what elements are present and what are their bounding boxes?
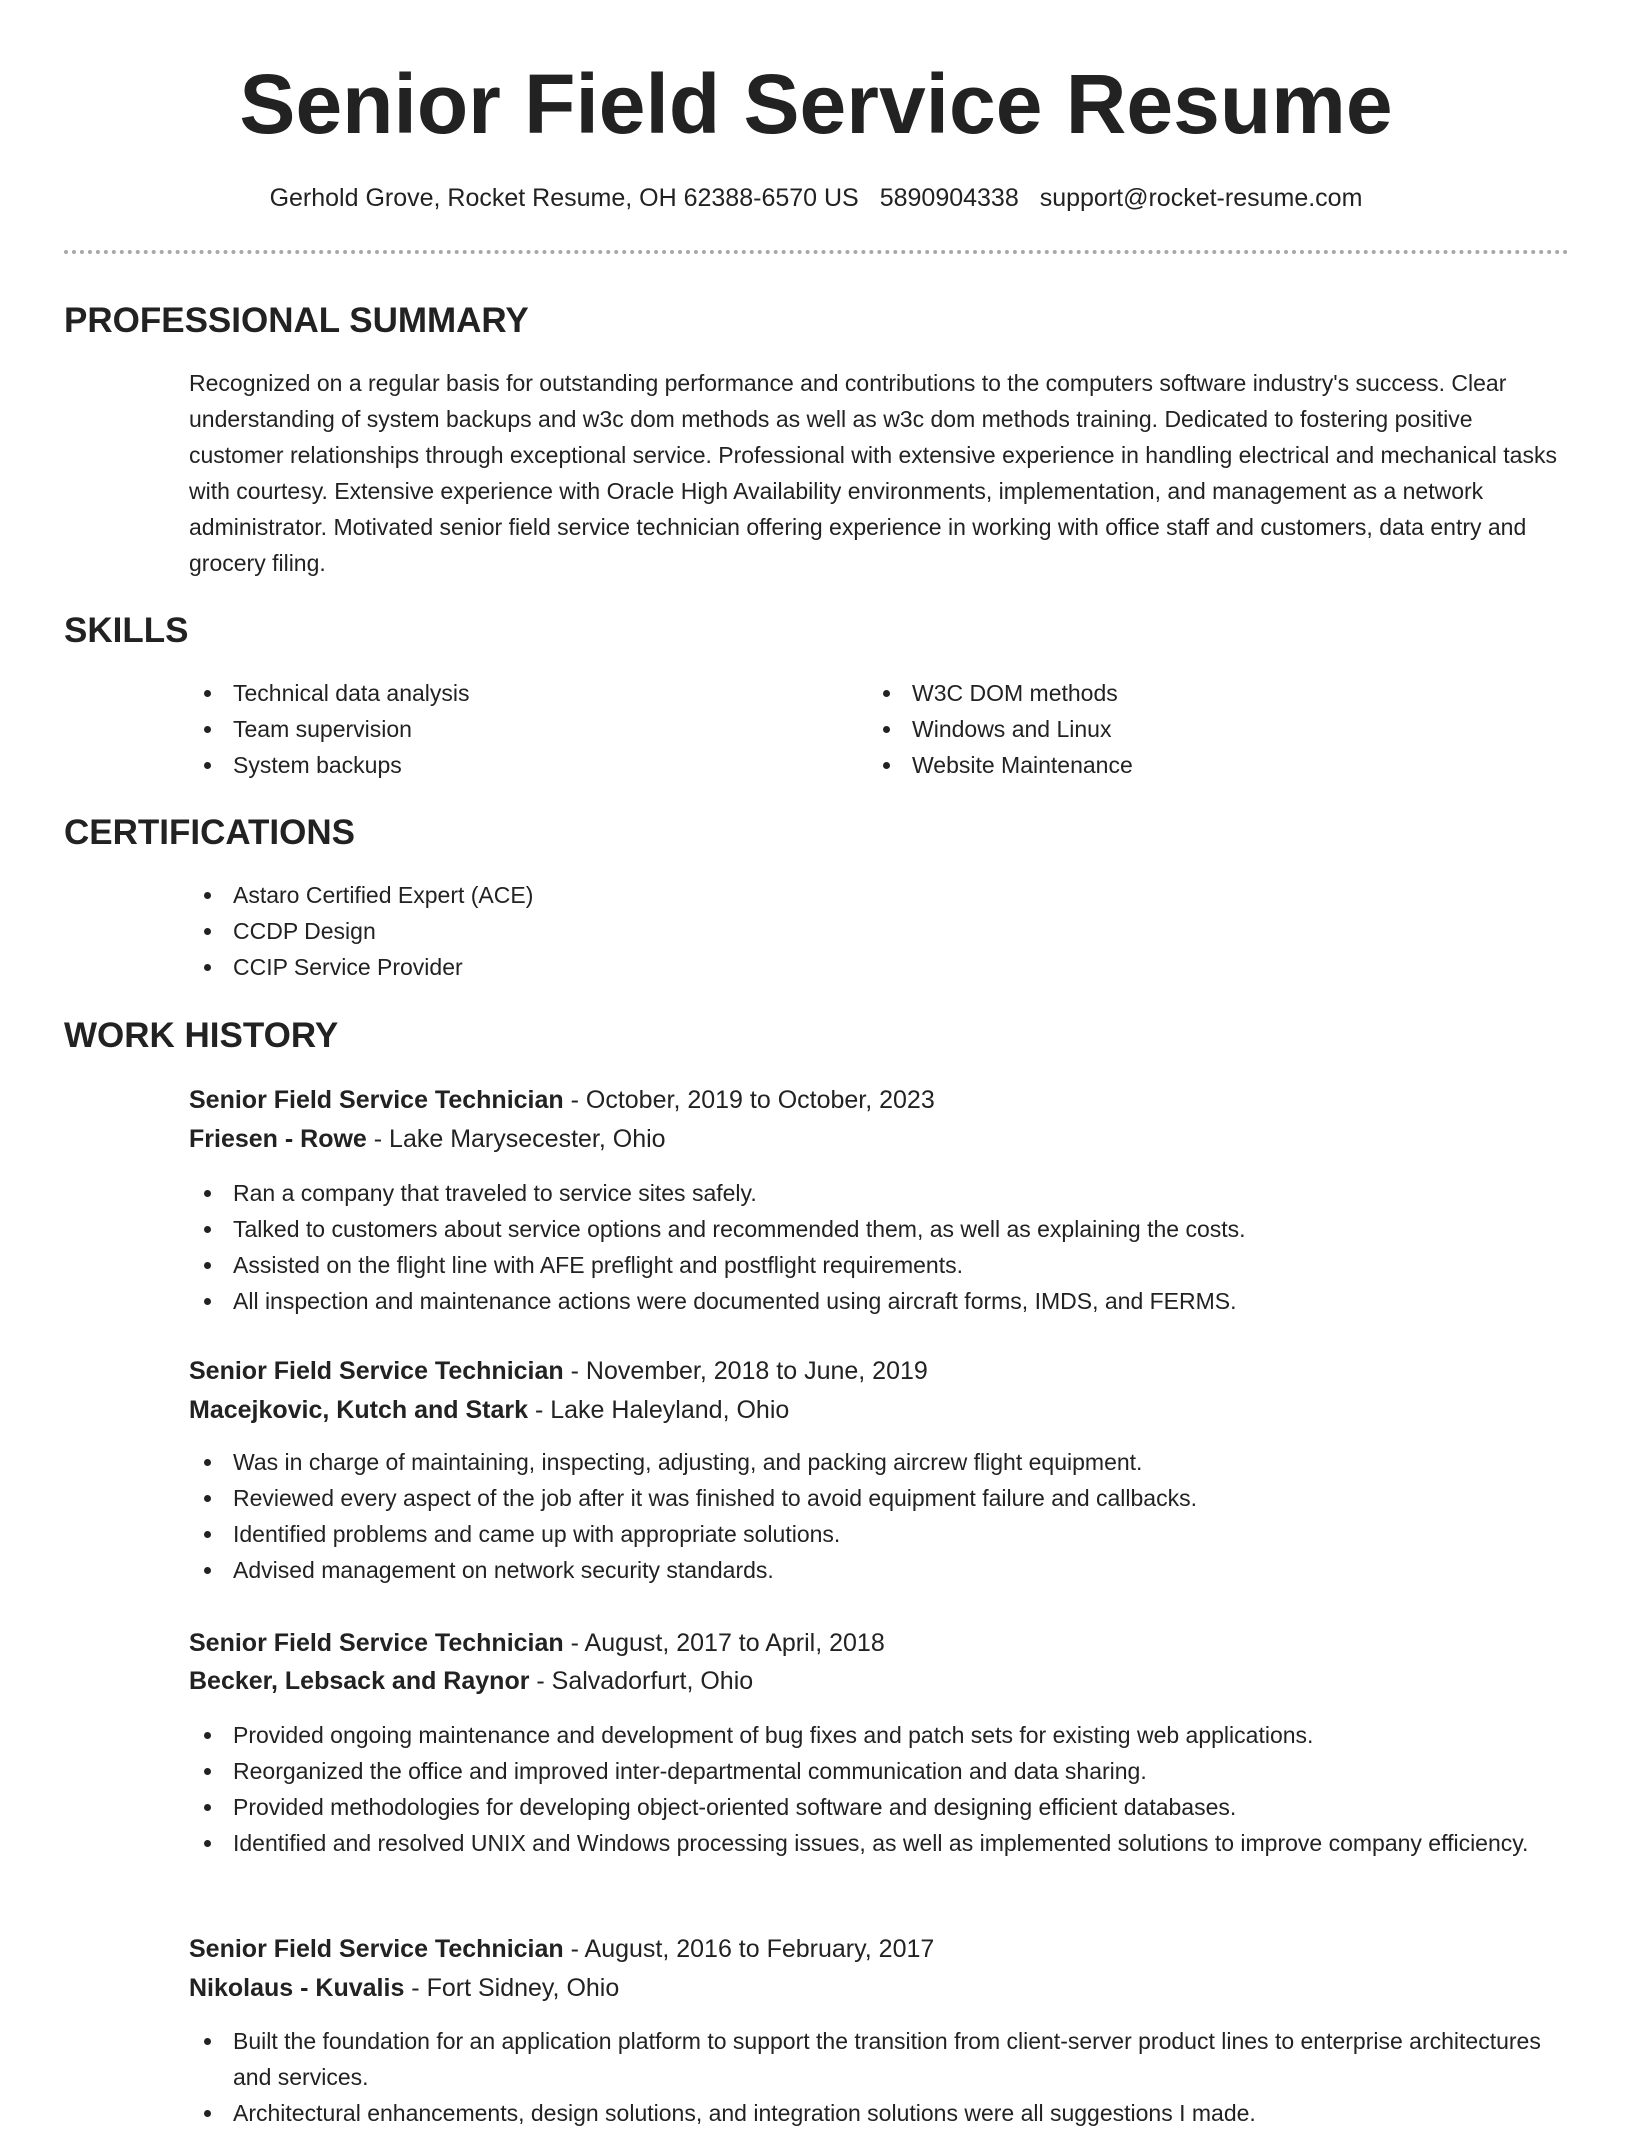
job-title-line: [189, 1081, 935, 1119]
separator: -: [563, 1935, 585, 1963]
job-bullet: Assisted on the flight line with AFE preflight and postflight requirements.: [189, 1247, 1569, 1283]
job-dates: October, 2019 to October, 2023: [585, 1086, 935, 1114]
job-bullet: Advised management on network security standards.: [189, 1552, 1569, 1588]
skills-list-left: [189, 675, 849, 783]
job-location: Salvadorfurt, Ohio: [551, 1667, 754, 1695]
section-heading-skills: SKILLS: [64, 611, 189, 650]
job-company: Nikolaus - Kuvalis: [189, 1974, 405, 2002]
job-bullet: All inspection and maintenance actions were documented using aircraft forms, IMDS, and FERMS.: [189, 1283, 1569, 1319]
job-company-line: [189, 1969, 619, 2007]
job-bullet: Identified problems and came up with appropriate solutions.: [189, 1516, 1569, 1552]
summary-text: Recognized on a regular basis for outstanding performance and contributions to the computers software industry's success. Clear understanding of system backups and w3c dom methods as well as w3c dom methods training. Dedicated to fostering positive customer relationships through exceptional service. Professional with extensive experience in handling electrical and mechanical tasks with courtesy. Extensive experience with Oracle High Availability environments, implementation, and management as a network administrator. Motivated senior field service technician offering experience in working with office staff and customers, data entry and grocery filing.: [189, 370, 1557, 576]
contact-phone: 5890904338: [879, 184, 1019, 212]
job-bullet: Ran a company that traveled to service sites safely.: [189, 1175, 1569, 1211]
job-bullet: Identified and resolved UNIX and Windows processing issues, as well as implemented solutions to improve company efficiency.: [189, 1825, 1569, 1861]
job-bullet: Was in charge of maintaining, inspecting, adjusting, and packing aircrew flight equipment.: [189, 1444, 1569, 1480]
certification-item: CCIP Service Provider: [189, 949, 1569, 985]
job-title: Senior Field Service Technician: [189, 1086, 564, 1114]
skill-item: W3C DOM methods: [868, 675, 1528, 711]
contact-line: [0, 180, 1632, 216]
job-company: Becker, Lebsack and Raynor: [189, 1667, 530, 1695]
job-company-line: [189, 1662, 753, 1700]
job-bullet: Reorganized the office and improved inter-departmental communication and data sharing.: [189, 1753, 1569, 1789]
header-divider: [64, 250, 1569, 254]
certification-item: Astaro Certified Expert (ACE): [189, 877, 1569, 913]
job-bullets: [189, 2023, 1569, 2131]
job-title: Senior Field Service Technician: [189, 1935, 564, 1963]
job-bullet: Talked to customers about service options and recommended them, as well as explaining the costs.: [189, 1211, 1569, 1247]
section-heading-certifications: CERTIFICATIONS: [64, 813, 356, 852]
job-bullets: [189, 1175, 1569, 1319]
job-location: Lake Haleyland, Ohio: [550, 1396, 790, 1424]
job-title-line: [189, 1624, 885, 1662]
separator: -: [529, 1667, 552, 1695]
job-company: Macejkovic, Kutch and Stark: [189, 1396, 529, 1424]
job-title: Senior Field Service Technician: [189, 1357, 564, 1385]
job-title: Senior Field Service Technician: [189, 1629, 564, 1657]
job-location: Fort Sidney, Ohio: [426, 1974, 620, 2002]
job-bullet: Provided ongoing maintenance and development of bug fixes and patch sets for existing web applications.: [189, 1717, 1569, 1753]
separator: -: [563, 1086, 586, 1114]
separator: -: [528, 1396, 551, 1424]
page-title: Senior Field Service Resume: [239, 57, 1393, 151]
skill-item: Technical data analysis: [189, 675, 849, 711]
separator: -: [404, 1974, 427, 2002]
skill-item: Windows and Linux: [868, 711, 1528, 747]
contact-address: Gerhold Grove, Rocket Resume, OH 62388-6570 US: [269, 184, 859, 212]
job-dates: November, 2018 to June, 2019: [585, 1357, 928, 1385]
job-dates: August, 2017 to April, 2018: [584, 1629, 885, 1657]
certification-item: CCDP Design: [189, 913, 1569, 949]
job-bullets: [189, 1444, 1569, 1588]
section-heading-summary: PROFESSIONAL SUMMARY: [64, 301, 529, 340]
section-heading-work-history: WORK HISTORY: [64, 1016, 339, 1055]
contact-email: support@rocket-resume.com: [1039, 184, 1363, 212]
job-bullet: Architectural enhancements, design solutions, and integration solutions were all suggestions I made.: [189, 2095, 1569, 2131]
job-bullet: Built the foundation for an application platform to support the transition from client-server product lines to enterprise architectures and services.: [189, 2023, 1569, 2095]
job-company-line: [189, 1120, 666, 1158]
job-dates: August, 2016 to February, 2017: [584, 1935, 935, 1963]
job-location: Lake Marysecester, Ohio: [389, 1125, 666, 1153]
job-title-line: [189, 1930, 934, 1968]
job-bullets: [189, 1717, 1569, 1861]
job-company: Friesen - Rowe: [189, 1125, 367, 1153]
separator: -: [563, 1357, 586, 1385]
skill-item: System backups: [189, 747, 849, 783]
skill-item: Team supervision: [189, 711, 849, 747]
job-bullet: Provided methodologies for developing object-oriented software and designing efficient databases.: [189, 1789, 1569, 1825]
job-company-line: [189, 1391, 789, 1429]
separator: -: [563, 1629, 585, 1657]
separator: -: [366, 1125, 390, 1153]
job-title-line: [189, 1352, 928, 1390]
skills-list-right: [868, 675, 1528, 783]
skill-item: Website Maintenance: [868, 747, 1528, 783]
certifications-list: [189, 877, 1569, 985]
job-bullet: Reviewed every aspect of the job after it was finished to avoid equipment failure and callbacks.: [189, 1480, 1569, 1516]
